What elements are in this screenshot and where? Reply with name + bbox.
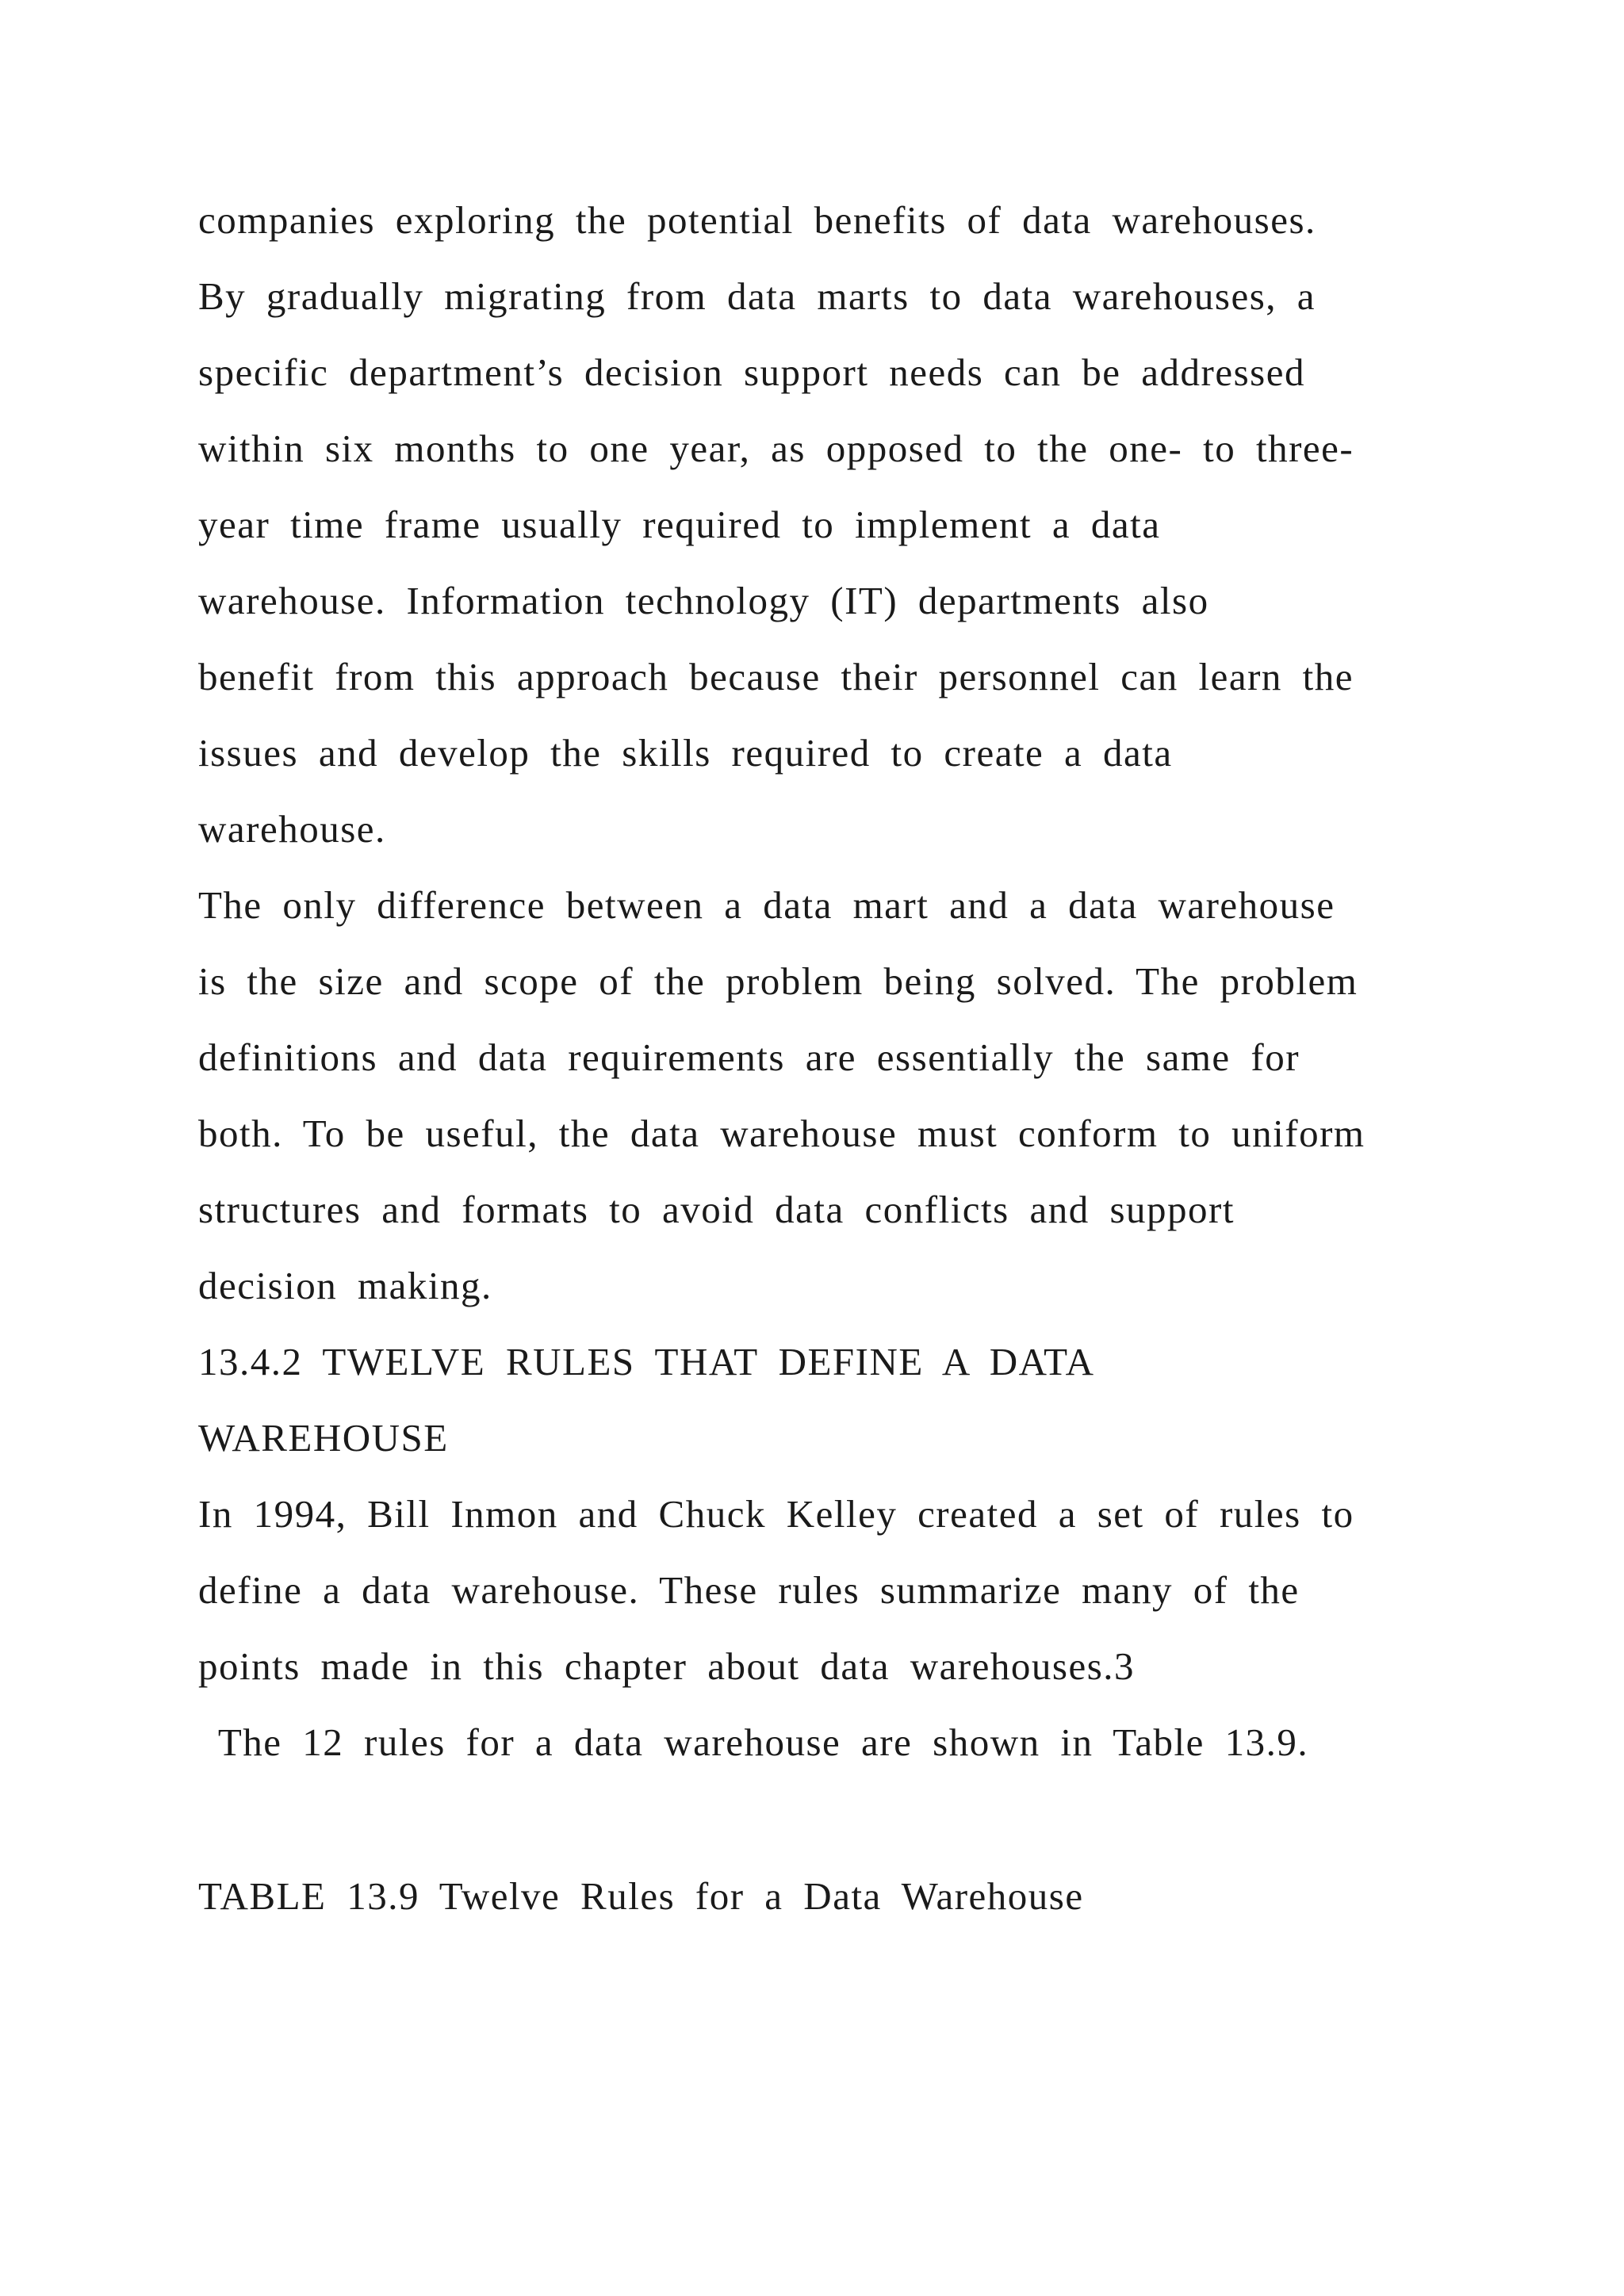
- section-heading-line: 13.4.2 TWELVE RULES THAT DEFINE A DATA: [198, 1340, 1095, 1383]
- text-line: The 12 rules for a data warehouse are shown in Table 13.9.: [198, 1720, 1309, 1764]
- text-line: warehouse. Information technology (IT) departments also: [198, 579, 1209, 622]
- text-line: definitions and data requirements are essentially the same for: [198, 1035, 1300, 1079]
- section-heading-line: WAREHOUSE: [198, 1416, 449, 1460]
- text-line: define a data warehouse. These rules summarize many of the: [198, 1568, 1300, 1612]
- text-line: both. To be useful, the data warehouse must conform to uniform: [198, 1112, 1365, 1155]
- text-line: issues and develop the skills required to create a data: [198, 731, 1173, 775]
- table-caption: TABLE 13.9 Twelve Rules for a Data Warehouse: [198, 1874, 1084, 1918]
- text-line: By gradually migrating from data marts to data warehouses, a: [198, 274, 1316, 318]
- text-line: within six months to one year, as opposed to the one- to three-: [198, 427, 1354, 470]
- text-line: warehouse.: [198, 807, 386, 851]
- text-line: points made in this chapter about data warehouses.3: [198, 1644, 1136, 1688]
- text-line: The only difference between a data mart and a data warehouse: [198, 883, 1335, 927]
- text-line: is the size and scope of the problem being solved. The problem: [198, 959, 1358, 1003]
- text-line: structures and formats to avoid data conflicts and support: [198, 1188, 1235, 1231]
- text-line: specific department’s decision support needs can be addressed: [198, 350, 1306, 394]
- text-line: decision making.: [198, 1264, 492, 1307]
- text-line: year time frame usually required to implement a data: [198, 503, 1161, 546]
- text-line: companies exploring the potential benefits of data warehouses.: [198, 198, 1316, 242]
- text-line: In 1994, Bill Inmon and Chuck Kelley created a set of rules to: [198, 1492, 1354, 1536]
- text-line: benefit from this approach because their personnel can learn the: [198, 655, 1354, 698]
